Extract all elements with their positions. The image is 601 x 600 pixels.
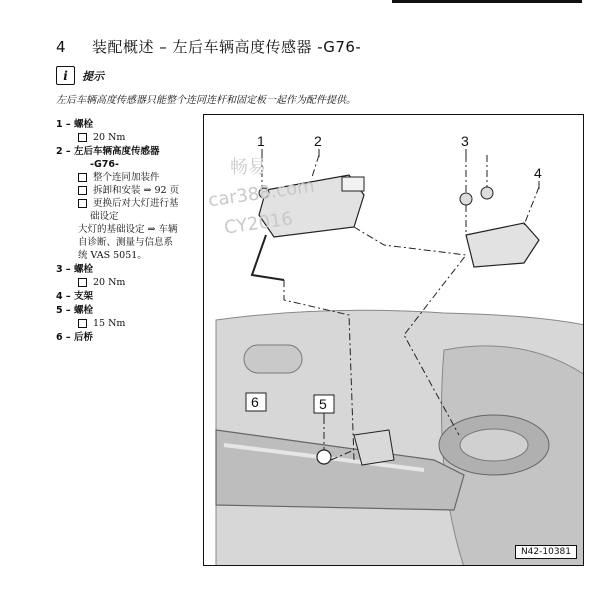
torque-value: 20 Nm [93, 132, 126, 143]
legend-item-2-para-3: 统 VAS 5051。 [78, 250, 147, 261]
bolt-5 [317, 450, 331, 464]
sub-text: 整个连同加装件 [93, 172, 160, 183]
callout-3: 3 [461, 133, 469, 149]
checkbox-icon [78, 319, 87, 328]
floor-plug [244, 345, 302, 373]
torque-value: 20 Nm [93, 277, 126, 288]
exploded-view-figure [203, 114, 584, 566]
legend-item-2-para-1: 大灯的基础设定 ⇒ 车辆 [78, 224, 178, 235]
callout-1: 1 [257, 133, 265, 149]
assembly-illustration [204, 115, 584, 566]
legend-item-2-para-2: 自诊断、测量与信息系 [78, 237, 174, 248]
legend-item-3: 3 – 螺栓 [56, 264, 93, 275]
bracket [466, 223, 539, 267]
watermark-site: car388.com [207, 175, 316, 212]
callout-2: 2 [314, 133, 322, 149]
checkbox-icon [78, 186, 87, 195]
hint-block [56, 66, 104, 85]
checkbox-icon [78, 173, 87, 182]
legend-item-2-sub-3-cont: 础设定 [90, 211, 119, 222]
legend-item-2-code: -G76- [90, 159, 119, 170]
figure-reference: N42-10381 [515, 545, 577, 559]
bolt-1 [259, 188, 269, 198]
section-title: 装配概述 – 左后车辆高度传感器 -G76- [92, 38, 362, 56]
header-rule [392, 0, 582, 3]
bolt-3a [460, 193, 472, 205]
watermark-code: CY2016 [222, 208, 295, 239]
legend-item-2-sub-3 [56, 197, 204, 210]
legend-item-2: 2 – 左后车辆高度传感器 [56, 146, 160, 157]
torque-value: 15 Nm [93, 318, 126, 329]
legend-item-5-torque [56, 317, 204, 330]
section-number: 4 [56, 38, 67, 56]
legend-item-3-torque [56, 276, 204, 289]
legend-item-2-sub-2 [56, 184, 204, 197]
sensor-connector [342, 177, 364, 191]
sub-text: 更换后对大灯进行基 [93, 198, 179, 209]
hint-label: 提示 [82, 69, 104, 83]
watermark-cn: 畅易 [230, 157, 266, 178]
parts-legend [56, 117, 204, 344]
section-heading [56, 36, 361, 57]
spring-coil-inner [460, 429, 528, 461]
page-link[interactable]: 拆卸和安装 ⇒ 92 页 [93, 185, 180, 196]
callout-4: 4 [534, 165, 542, 181]
legend-item-2-sub-1 [56, 171, 204, 184]
legend-item-6: 6 – 后桥 [56, 332, 93, 343]
info-icon: i [56, 66, 75, 85]
legend-item-5: 5 – 螺栓 [56, 305, 93, 316]
checkbox-icon [78, 199, 87, 208]
legend-item-4: 4 – 支架 [56, 291, 93, 302]
sensor-lever [252, 235, 284, 280]
hint-note: 左后车辆高度传感器只能整个连同连杆和固定板一起作为配件提供。 [56, 95, 356, 106]
bolt-3b [481, 187, 493, 199]
callout-6: 6 [251, 394, 259, 410]
callout-5: 5 [319, 396, 327, 412]
checkbox-icon [78, 133, 87, 142]
legend-item-1: 1 – 螺栓 [56, 119, 93, 130]
checkbox-icon [78, 278, 87, 287]
legend-item-1-torque [56, 131, 204, 144]
